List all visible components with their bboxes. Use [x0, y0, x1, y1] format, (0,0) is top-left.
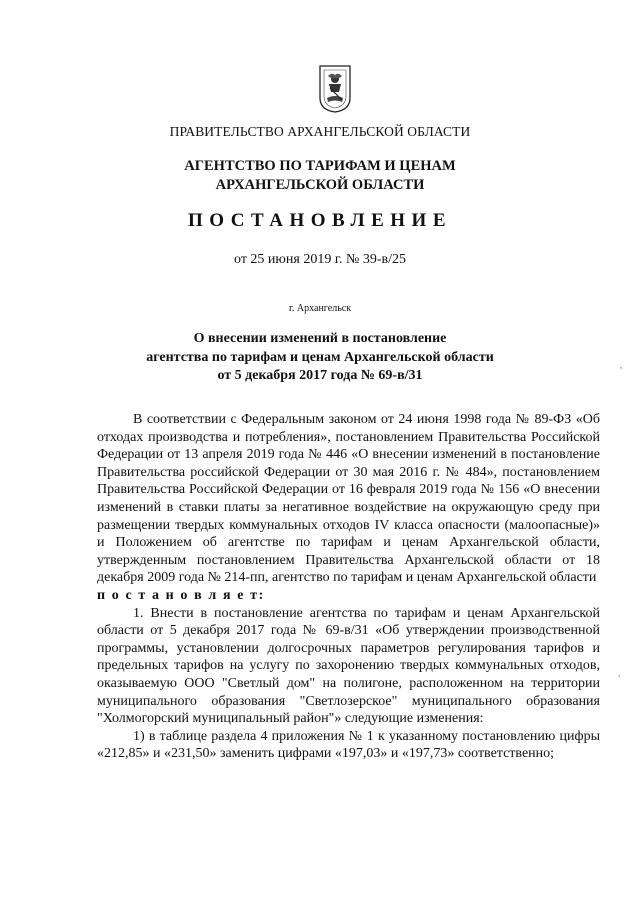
agency-name-line-1: АГЕНТСТВО ПО ТАРИФАМ И ЦЕНАМ [184, 158, 456, 174]
document-subject [0, 330, 640, 386]
document-city: г. Архангельск [288, 303, 352, 314]
subject-line-2: агентства по тарифам и ценам Архангельской области [146, 349, 494, 365]
subject-line-3: от 5 декабря 2017 года № 69-в/31 [217, 368, 423, 383]
decree-word-text: п о с т а н о в л я е т: [97, 587, 265, 603]
coat-of-arms-icon [318, 62, 352, 114]
item-1-1-paragraph: 1) в таблице раздела 4 приложения № 1 к указанному постановлению цифры «212,85» и «231,50» заменить цифрами «197,03» и «197,73» соответственно; [97, 728, 600, 762]
subject-line-1: О внесении изменений в постановление [193, 331, 447, 346]
preamble-paragraph: В соответствии с Федеральным законом от 24 июня 1998 года № 89-ФЗ «Об отходах производства и потребления», постановлением Правительства Российской Федерации от 13 апреля 2019 года № 446 «О внесении изменений в постановление Правительства российской Федерации от 30 мая 2016 г. № 484», постановлением Правительства Российской Федерации от 16 февраля 2019 года № 156 «О внесении изменений в ставки платы за негативное воздействие на окружающую среду при размещении твердых коммунальных отходов IV класса опасности (малоопасные)» и Положением об агентстве по тарифам и ценам Архангельской области, утвержденным постановлением Правительства Архангельской области от 18 декабря 2009 года № 214-пп, агентство по тарифам и ценам Архангельской области [97, 412, 600, 586]
agency-name-line-2: АРХАНГЕЛЬСКОЙ ОБЛАСТИ [215, 177, 425, 193]
document-type: ПОСТАНОВЛЕНИЕ [187, 210, 453, 231]
agency-name [0, 157, 640, 195]
item-1-paragraph: 1. Внести в постановление агентства по тарифам и ценам Архангельской области от 5 декабря 2017 года № 69-в/31 «Об утверждении производственной программы, установлении долгосрочных параметров регулирования тарифов и предельных тарифов на услугу по захоронению твердых коммунальных отходов, оказываемую ООО "Светлый дом" на полигоне, расположенном на территории муниципального образования "Светлозерское" муниципального образования "Холмогорский муниципальный район"» следующие изменения: [97, 605, 600, 727]
document-date-number: от 25 июня 2019 г. № 39-в/25 [234, 252, 406, 267]
government-name: ПРАВИТЕЛЬСТВО АРХАНГЕЛЬСКОЙ ОБЛАСТИ [169, 124, 471, 139]
scan-mark: , [620, 360, 623, 370]
document-body [97, 411, 600, 763]
scan-mark: , [618, 668, 621, 678]
decree-word [97, 587, 600, 605]
